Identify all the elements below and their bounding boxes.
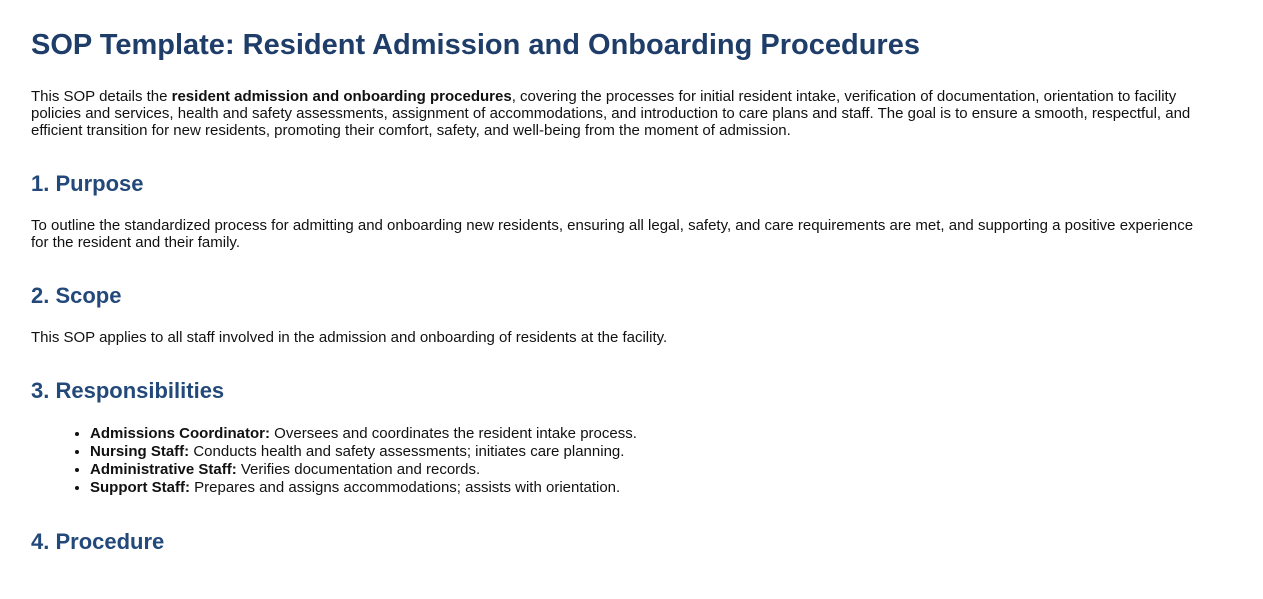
- list-item: [90, 461, 1205, 479]
- scope-heading: 2. Scope: [31, 283, 122, 309]
- section-procedure: [31, 529, 1205, 554]
- section-scope: [31, 283, 1205, 346]
- section-responsibilities: [31, 378, 1205, 496]
- scope-paragraph: This SOP applies to all staff involved in the admission and onboarding of residents at the facility.: [31, 329, 668, 347]
- bullet-text: Prepares and assigns accommodations; assists with orientation.: [189, 478, 621, 496]
- bullet-text: Oversees and coordinates the resident intake process.: [270, 424, 637, 442]
- bullet-label: Nursing Staff:: [90, 442, 190, 460]
- responsibilities-list: [31, 425, 1205, 497]
- bullet-label: Support Staff:: [90, 478, 190, 496]
- intro-text-after: , covering the processes for initial resident intake, verification of documentation, orientation to facility policies and services, health and safety assessments, assignment of accommodations, and introduction to care plans and staff. The goal is to ensure a smooth, respectful, and efficient transition for new residents, promoting their comfort, safety, and well-being from the moment of admission.: [31, 87, 1191, 139]
- section-purpose: [31, 171, 1205, 251]
- procedure-heading: 4. Procedure: [31, 528, 165, 554]
- list-item: [90, 425, 1205, 443]
- document-page: [0, 30, 1263, 554]
- intro-text-bold: resident admission and onboarding procedures: [171, 87, 512, 105]
- bullet-label: Administrative Staff:: [90, 460, 237, 478]
- responsibilities-heading: 3. Responsibilities: [31, 378, 225, 404]
- bullet-text: Conducts health and safety assessments; initiates care planning.: [189, 442, 625, 460]
- bullet-label: Admissions Coordinator:: [90, 424, 271, 442]
- bullet-text: Verifies documentation and records.: [236, 460, 481, 478]
- intro-text-before: This SOP details the: [31, 87, 172, 105]
- purpose-heading: 1. Purpose: [31, 170, 144, 196]
- page-title: SOP Template: Resident Admission and Onboarding Procedures: [31, 29, 920, 61]
- purpose-paragraph: To outline the standardized process for admitting and onboarding new residents, ensuring all legal, safety, and care requirements are met, and supporting a positive experience for the resident and their family.: [31, 217, 1194, 252]
- intro-paragraph: [31, 88, 1205, 139]
- list-item: [90, 443, 1205, 461]
- list-item: [90, 479, 1205, 497]
